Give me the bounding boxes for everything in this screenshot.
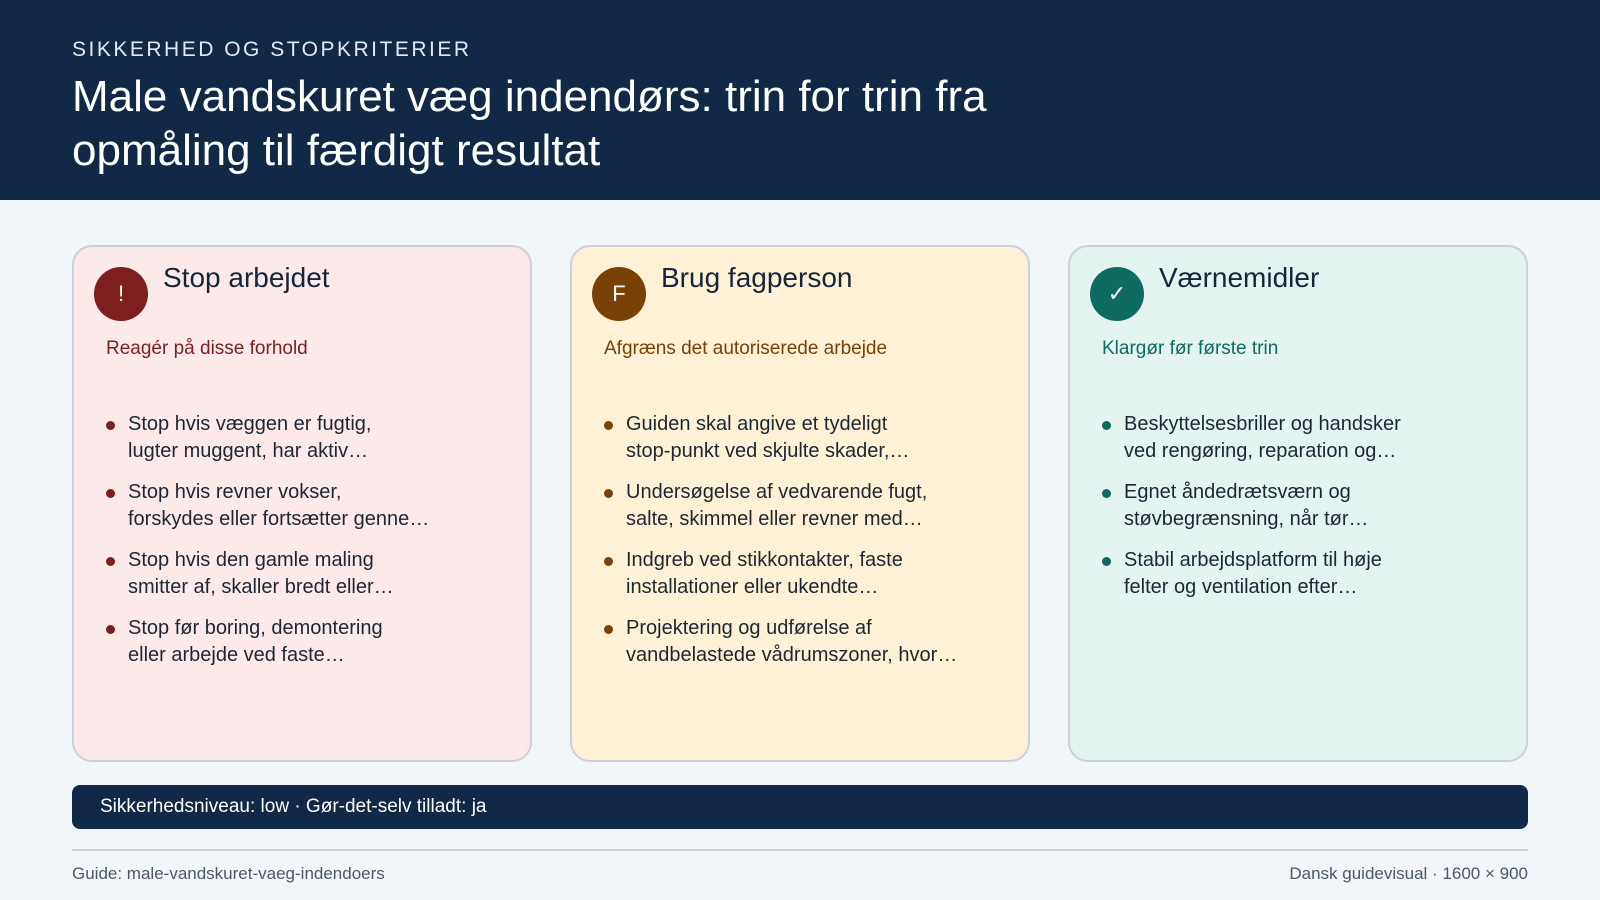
footer-credit: Dansk guidevisual · 1600 × 900 (1289, 864, 1528, 883)
list-item-line: Projektering og udførelse af (626, 617, 872, 639)
checkmark-icon: ✓ (1090, 267, 1144, 321)
exclamation-icon: ! (94, 267, 148, 321)
list-item-line: felter og ventilation efter… (1124, 576, 1358, 598)
list-item (104, 479, 506, 533)
list-item-line: Stop hvis væggen er fugtig, (128, 413, 372, 435)
list-item-line: Stop hvis revner vokser, (128, 481, 342, 503)
list-item-line: vandbelastede vådrumszoner, hvor… (626, 644, 958, 666)
footer-divider (72, 849, 1528, 851)
list-item (1100, 479, 1502, 533)
list-item (104, 615, 506, 669)
list-item-line: installationer eller ukendte… (626, 576, 879, 598)
letter-f-icon: F (592, 267, 646, 321)
list-item-line: støvbegrænsning, når tør… (1124, 508, 1369, 530)
list-item-line: Egnet åndedrætsværn og (1124, 481, 1351, 503)
status-bar: Sikkerhedsniveau: low · Gør-det-selv tilladt: ja (72, 785, 1528, 829)
list-item (602, 479, 1004, 533)
card-subtitle: Klargør før første trin (1102, 338, 1279, 359)
list-item (602, 615, 1004, 669)
list-item (104, 547, 506, 601)
list-item (602, 547, 1004, 601)
list-item (104, 411, 506, 465)
list-item-line: Beskyttelsesbriller og handsker (1124, 413, 1401, 435)
list-item-line: Stop hvis den gamle maling (128, 549, 374, 571)
list-item-line: Stop før boring, demontering (128, 617, 383, 639)
card-title: Værnemidler (1159, 262, 1320, 293)
bullet-list (104, 411, 506, 683)
list-item-line: forskydes eller fortsætter genne… (128, 508, 430, 530)
list-item (1100, 547, 1502, 601)
header-banner (0, 0, 1600, 200)
list-item-line: eller arbejde ved faste… (128, 644, 345, 666)
list-item-line: Guiden skal angive et tydeligt (626, 413, 888, 435)
card-stop-work (72, 245, 532, 762)
card-title: Stop arbejdet (163, 262, 330, 293)
list-item-line: ved rengøring, reparation og… (1124, 440, 1397, 462)
bullet-dot-icon (1102, 421, 1111, 430)
card-professional (570, 245, 1030, 762)
card-title: Brug fagperson (661, 262, 853, 293)
list-item-line: Undersøgelse af vedvarende fugt, (626, 481, 928, 503)
bullet-dot-icon (1102, 489, 1111, 498)
list-item-line: salte, skimmel eller revner med… (626, 508, 923, 530)
bullet-dot-icon (604, 557, 613, 566)
bullet-dot-icon (106, 625, 115, 634)
section-kicker: SIKKERHED OG STOPKRITERIER (72, 38, 472, 61)
page-title: Male vandskuret væg indendørs: trin for trin fra opmåling til færdigt resultat (72, 72, 987, 175)
footer-guide-slug: Guide: male-vandskuret-vaeg-indendoers (72, 864, 385, 883)
bullet-dot-icon (106, 489, 115, 498)
card-protective-gear (1068, 245, 1528, 762)
bullet-list (1100, 411, 1502, 615)
bullet-dot-icon (1102, 557, 1111, 566)
list-item (1100, 411, 1502, 465)
bullet-dot-icon (604, 489, 613, 498)
list-item (602, 411, 1004, 465)
list-item-line: stop-punkt ved skjulte skader,… (626, 440, 910, 462)
bullet-dot-icon (604, 625, 613, 634)
list-item-line: smitter af, skaller bredt eller… (128, 576, 394, 598)
bullet-dot-icon (106, 421, 115, 430)
card-subtitle: Afgræns det autoriserede arbejde (604, 338, 888, 359)
card-subtitle: Reagér på disse forhold (106, 338, 308, 359)
list-item-line: Stabil arbejdsplatform til høje (1124, 549, 1382, 571)
bullet-dot-icon (106, 557, 115, 566)
list-item-line: lugter muggent, har aktiv… (128, 440, 369, 462)
bullet-dot-icon (604, 421, 613, 430)
list-item-line: Indgreb ved stikkontakter, faste (626, 549, 903, 571)
bullet-list (602, 411, 1004, 683)
